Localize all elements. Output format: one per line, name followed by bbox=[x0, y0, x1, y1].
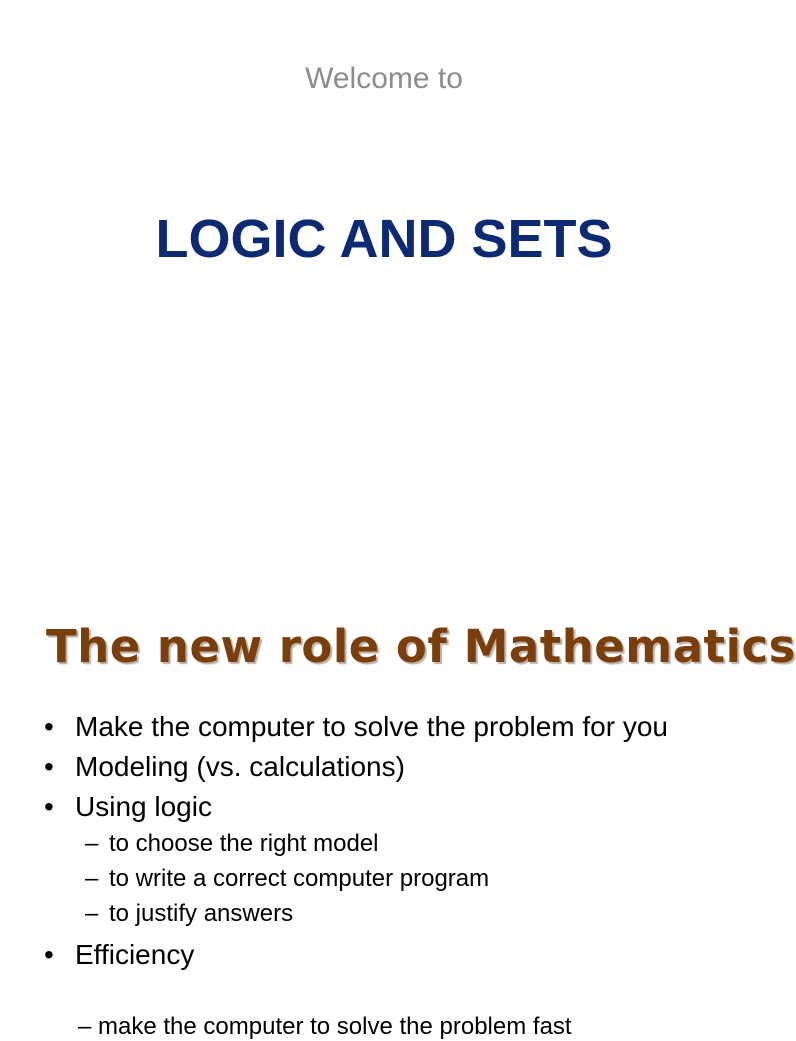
slide-heading: The new role of Mathematics bbox=[46, 620, 796, 673]
bullet-text: Make the computer to solve the problem for you bbox=[75, 711, 668, 742]
bullet-item bbox=[44, 790, 724, 931]
sub-bullet-list bbox=[75, 826, 724, 931]
main-title: LOGIC AND SETS bbox=[155, 209, 613, 269]
bullet-text: Efficiency bbox=[75, 939, 195, 970]
bullet-item bbox=[44, 938, 724, 971]
dash-icon: – bbox=[85, 900, 99, 927]
sub-bullet-item bbox=[75, 861, 724, 896]
bullet-icon: • bbox=[44, 791, 54, 822]
bullet-icon: • bbox=[44, 939, 54, 970]
bullet-text: Modeling (vs. calculations) bbox=[75, 751, 405, 782]
bullet-item bbox=[44, 750, 724, 783]
bullet-icon: • bbox=[44, 711, 54, 742]
sub-bullet-text: to justify answers bbox=[109, 900, 294, 927]
sub-bullet-text: to write a correct computer program bbox=[109, 865, 490, 892]
sub-bullet-item bbox=[75, 826, 724, 861]
dash-icon: – bbox=[85, 865, 99, 892]
bullet-text: Using logic bbox=[75, 791, 212, 822]
slide-new-role bbox=[0, 576, 796, 1040]
bullet-list bbox=[44, 710, 724, 978]
sub-bullet-text: to choose the right model bbox=[109, 830, 379, 857]
welcome-text: Welcome to bbox=[305, 62, 463, 95]
clipped-sub-bullet: – make the computer to solve the problem fast bbox=[78, 1013, 572, 1040]
bullet-item bbox=[44, 710, 724, 743]
sub-bullet-item bbox=[75, 896, 724, 931]
dash-icon: – bbox=[85, 830, 99, 857]
bullet-icon: • bbox=[44, 751, 54, 782]
